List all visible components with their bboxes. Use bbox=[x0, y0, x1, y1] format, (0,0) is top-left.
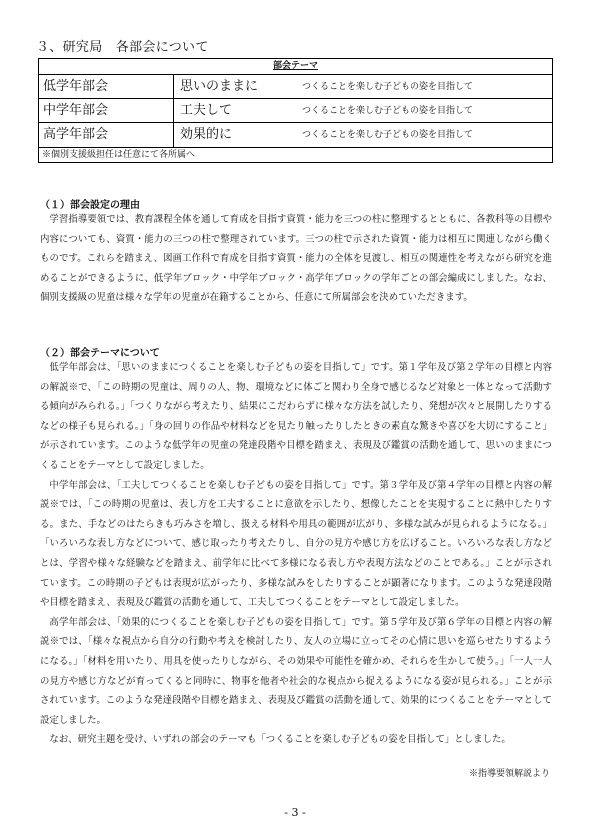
dept-cell: 中学年部会 bbox=[39, 99, 174, 122]
paragraph: 低学年部会は、「思いのままにつくることを楽しむ子どもの姿を目指して」です。第１学年及び第２学年の目標と内容の解説※で、「この時期の児童は、周りの人、物、環境などに体ごと関わり全身で感じるなど対象と一体となって活動する傾向がみられる。」「つくりながら考えたり、結果にこだわらずに様々な方法を試したり、発想が次々と展開したりするなどの様子も見られる。」「身の回りの作品や材料などを見たり触ったりしたときの素直な驚きや喜びを大切にすること」が示されています。このような低学年の児童の発達段階や目標を踏まえ、表現及び鑑賞の活動を通して、思いのままにつくることをテーマとして設定しました。 bbox=[40, 362, 552, 471]
paragraph: 高学年部会は、「効果的につくることを楽しむ子どもの姿を目指して」です。第５学年及び第６学年の目標と内容の解説※では、「様々な視点から自分の行動や考えを検討したり、友人の立場に立ってその心情に思いを巡らせたりするようになる。」「材料を用いたり、用具を使ったりしながら、その効果や可能性を確かめ、それらを生かして使う。」「一人一人の見方や感じ方などが育ってくると同時に、物事を他者や社会的な視点から捉えるようになる姿が見られる。」ことが示されています。このような発達段階や目標を踏まえ、表現及び鑑賞の活動を通して、効果的につくることをテーマとして設定しました。 bbox=[40, 616, 552, 726]
theme-table bbox=[38, 58, 553, 163]
table-row bbox=[39, 75, 552, 99]
dept-cell: 高学年部会 bbox=[39, 123, 174, 147]
paragraph: 学習指導要領では、教育課程全体を通して育成を目指す資質・能力を三つの柱に整理するとともに、各教科等の目標や内容についても、資質・能力の三つの柱で整理されています。三つの柱で示された資質・能力は相互に関連しながら働くものです。これらを踏まえ、図画工作科で育成を目指す資質・能力の全体を見渡し、相互の関連性を考えながら研究を進めることができるように、低学年ブロック・中学年ブロック・高学年ブロックの学年ごとの部会編成にしました。なお、個別支援級の児童は様々な学年の児童が在籍することから、任意にて所属部会を決めていただきます。 bbox=[40, 214, 552, 304]
theme-cell: つくることを楽しむ子どもの姿を目指して bbox=[302, 130, 474, 140]
table-note: ※個別支援級担任は任意にて各所属へ bbox=[39, 147, 552, 162]
citation-note: ※指導要領解説より bbox=[468, 769, 550, 779]
theme-table-header: 部会テーマ bbox=[39, 59, 552, 75]
keyword-cell: 思いのままに bbox=[180, 79, 259, 94]
table-row bbox=[39, 123, 552, 147]
keyword-cell: 効果的に bbox=[180, 127, 233, 142]
subsection-heading-theme: （２）部会テーマについて bbox=[40, 348, 160, 359]
keyword-cell: 工夫して bbox=[180, 103, 233, 118]
theme-cell: つくることを楽しむ子どもの姿を目指して bbox=[302, 82, 474, 92]
subsection-heading-reason: （１）部会設定の理由 bbox=[40, 200, 140, 211]
theme-body bbox=[40, 358, 552, 750]
paragraph: 中学年部会は、「工夫してつくることを楽しむ子どもの姿を目指して」です。第３学年及び第４学年の目標と内容の解説※では、「この時期の児童は、表し方を工夫することに意欲を示したり、想像したことを実現することに熱中したりする。また、手などのはたらきも巧みさを増し、扱える材料や用具の範囲が広がり、多様な試みが見られるようになる。」「いろいろな表し方などについて、感じ取ったり考えたりし、自分の見方や感じ方を広げること。いろいろな表し方などとは、学習や様々な経験などを踏まえ、前学年に比べて多様になる表し方や表現方法などのことである。」ことが示されています。この時期の子どもは表現が広がったり、多様な試みをしたりすることが顕著になります。このような発達段階や目標を踏まえ、表現及び鑑賞の活動を通して、工夫してつくることをテーマとして設定しました。 bbox=[40, 479, 552, 609]
theme-cell: つくることを楽しむ子どもの姿を目指して bbox=[302, 106, 474, 116]
section-title: ３、研究局 各部会について bbox=[36, 40, 209, 55]
dept-cell: 低学年部会 bbox=[39, 75, 174, 98]
page-number: - 3 - bbox=[284, 806, 306, 819]
reason-body bbox=[40, 210, 552, 308]
paragraph: なお、研究主題を受け、いずれの部会のテーマも「つくることを楽しむ子どもの姿を目指して」としました。 bbox=[49, 734, 511, 746]
table-row bbox=[39, 99, 552, 123]
